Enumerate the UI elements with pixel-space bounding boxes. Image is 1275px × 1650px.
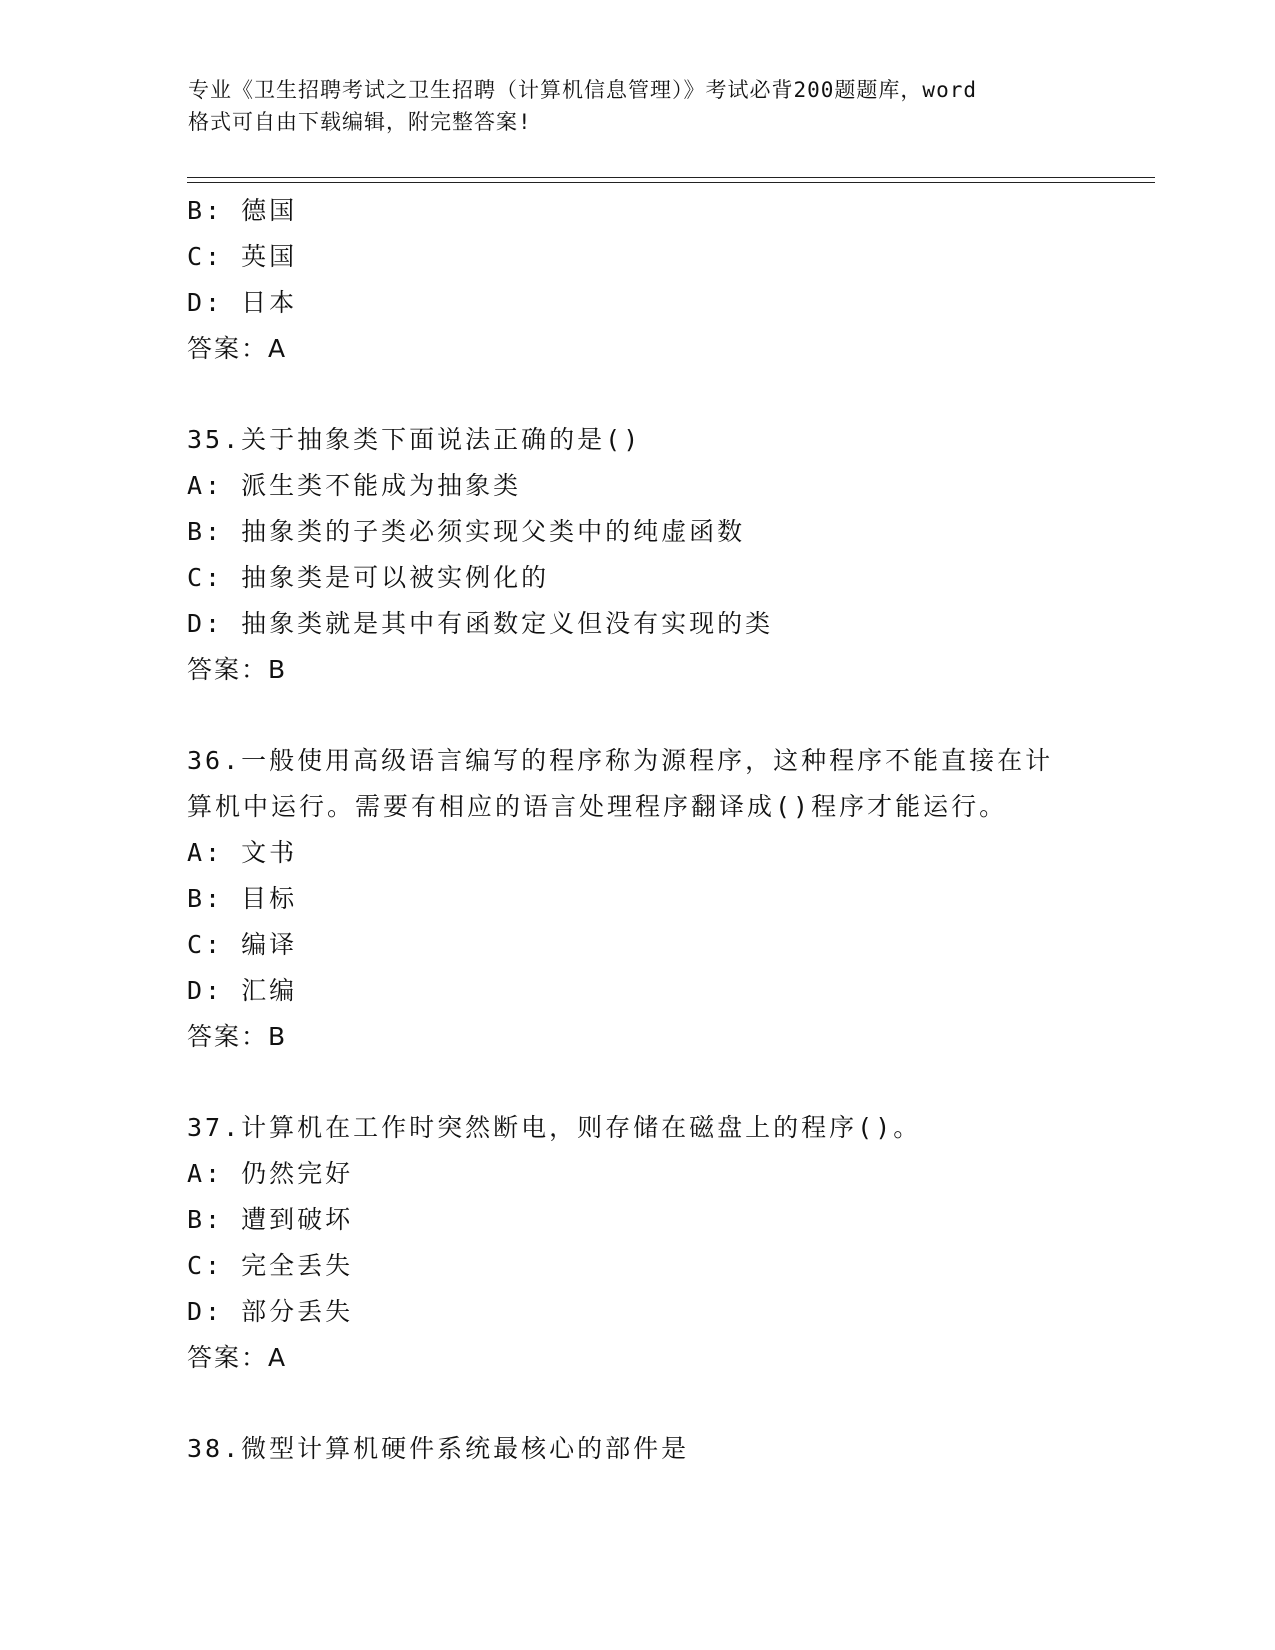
option-a: A: 文书 bbox=[187, 838, 298, 867]
answer: 答案：A bbox=[187, 334, 288, 363]
question-spacer bbox=[187, 1381, 1117, 1426]
option-b: B: 德国 bbox=[187, 196, 298, 225]
question-list bbox=[187, 188, 1117, 1472]
option-c: C: 抽象类是可以被实例化的 bbox=[187, 563, 550, 592]
option-b: B: 目标 bbox=[187, 884, 298, 913]
question-stem-line-1: 36.一般使用高级语言编写的程序称为源程序，这种程序不能直接在计 bbox=[187, 746, 1054, 775]
option-b: B: 遭到破坏 bbox=[187, 1205, 354, 1234]
question-spacer bbox=[187, 372, 1117, 417]
option-a: A: 仍然完好 bbox=[187, 1159, 354, 1188]
question-spacer bbox=[187, 693, 1117, 738]
question-spacer bbox=[187, 1060, 1117, 1105]
option-d: D: 汇编 bbox=[187, 976, 298, 1005]
header-divider bbox=[187, 177, 1155, 183]
question-37 bbox=[187, 1105, 1117, 1381]
header-title-line-2: 格式可自由下载编辑，附完整答案! bbox=[188, 110, 532, 134]
option-d: D: 部分丢失 bbox=[187, 1297, 354, 1326]
option-c: C: 英国 bbox=[187, 242, 298, 271]
question-stem: 38.微型计算机硬件系统最核心的部件是 bbox=[187, 1434, 690, 1463]
question-38 bbox=[187, 1426, 1117, 1472]
option-b: B: 抽象类的子类必须实现父类中的纯虚函数 bbox=[187, 517, 746, 546]
question-stem: 35.关于抽象类下面说法正确的是() bbox=[187, 425, 642, 454]
option-a: A: 派生类不能成为抽象类 bbox=[187, 471, 522, 500]
option-d: D: 抽象类就是其中有函数定义但没有实现的类 bbox=[187, 609, 774, 638]
answer: 答案：A bbox=[187, 1343, 288, 1372]
question-35 bbox=[187, 417, 1117, 693]
document-header bbox=[188, 74, 1088, 138]
answer: 答案：B bbox=[187, 1022, 288, 1051]
option-c: C: 编译 bbox=[187, 930, 298, 959]
question-stem-line-2: 算机中运行。需要有相应的语言处理程序翻译成()程序才能运行。 bbox=[187, 792, 1008, 821]
option-c: C: 完全丢失 bbox=[187, 1251, 354, 1280]
question-36 bbox=[187, 738, 1117, 1060]
answer: 答案：B bbox=[187, 655, 288, 684]
header-title-line-1: 专业《卫生招聘考试之卫生招聘（计算机信息管理）》考试必背200题题库，word bbox=[188, 78, 977, 102]
question-34-remainder bbox=[187, 188, 1117, 372]
option-d: D: 日本 bbox=[187, 288, 298, 317]
question-stem: 37.计算机在工作时突然断电，则存储在磁盘上的程序()。 bbox=[187, 1113, 922, 1142]
